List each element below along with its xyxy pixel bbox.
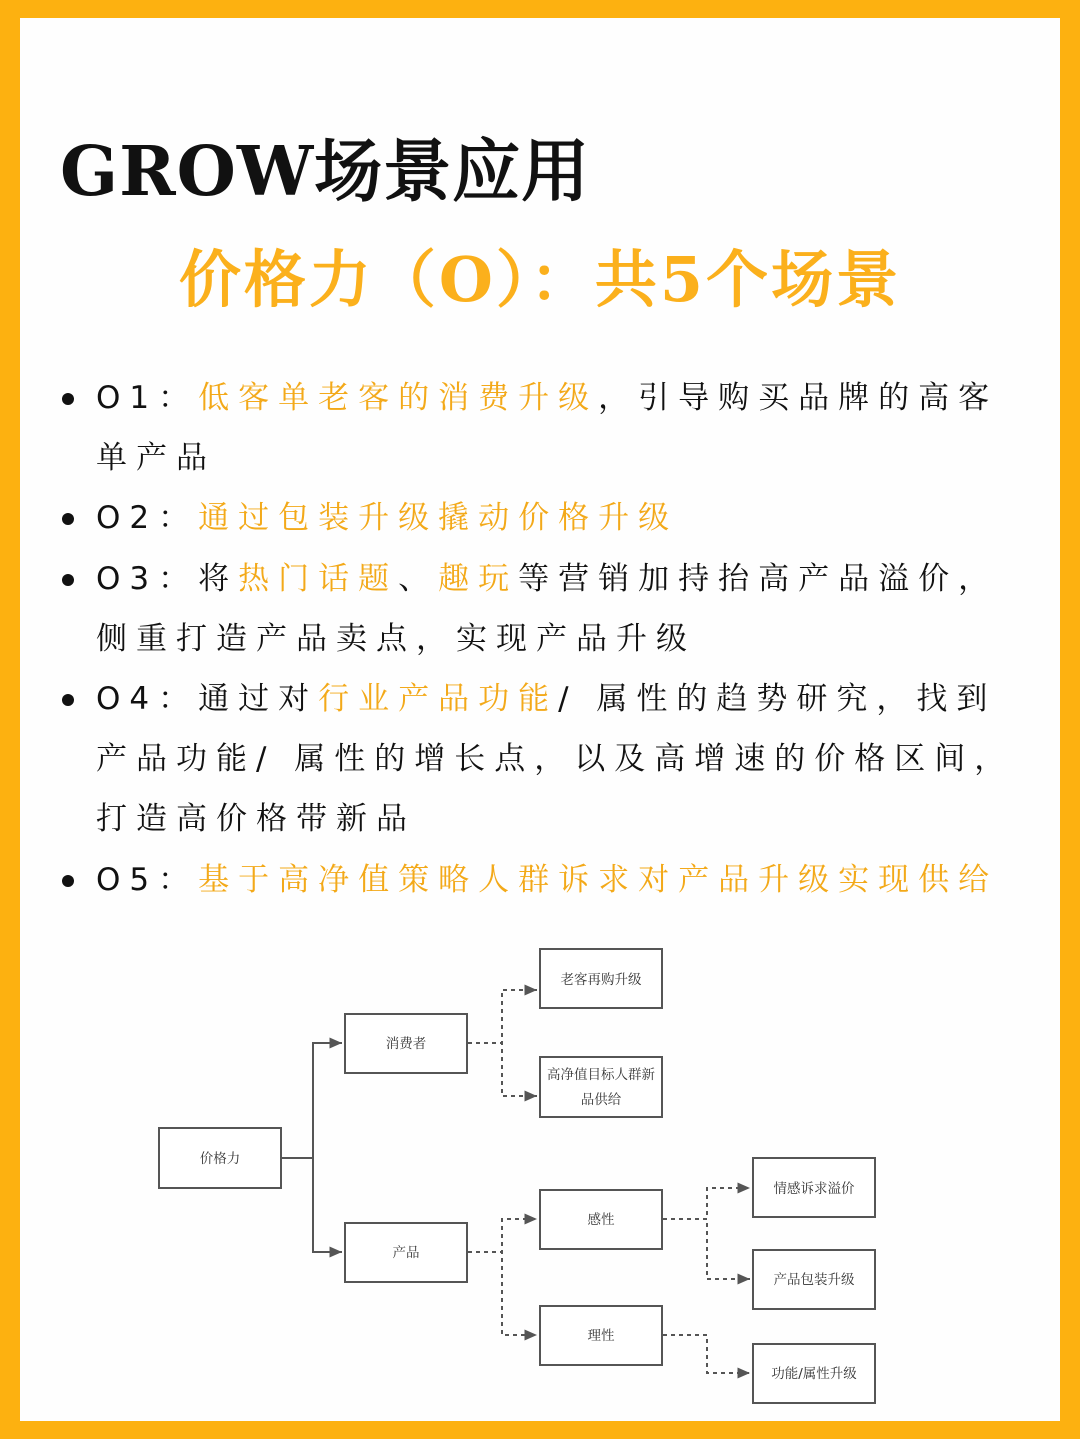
edge-product-rational bbox=[468, 1252, 537, 1335]
edge-rational-function bbox=[663, 1335, 750, 1373]
node-root bbox=[159, 1128, 281, 1188]
svg-text:高净值目标人群新: 高净值目标人群新 bbox=[547, 1067, 655, 1083]
node-high-net-worth bbox=[540, 1057, 662, 1117]
svg-text:感性: 感性 bbox=[587, 1212, 615, 1228]
svg-text:情感诉求溢价: 情感诉求溢价 bbox=[773, 1181, 855, 1197]
page-title: GROW场景应用 bbox=[60, 132, 591, 212]
highlight-text: 低客单老客的消费升级 bbox=[198, 380, 599, 416]
item-text: ，引导购买品牌的高客单产品 bbox=[96, 380, 999, 477]
svg-text:消费者: 消费者 bbox=[385, 1036, 427, 1052]
edge-root-consumer bbox=[282, 1043, 342, 1158]
node-emotional-premium bbox=[753, 1158, 875, 1217]
page-subtitle: 价格力（O）：共5个场景 bbox=[178, 243, 902, 316]
highlight-text: 趣玩 bbox=[438, 560, 519, 597]
node-rational bbox=[540, 1306, 662, 1365]
item-text: O5： bbox=[96, 861, 199, 898]
svg-text:产品包装升级: 产品包装升级 bbox=[773, 1272, 855, 1288]
item-text: 等营销加持抬高产品溢价，侧重打造产品卖点，实现产品升级 bbox=[96, 560, 999, 657]
highlight-text: 基于高净值策略人群诉求对产品升级实现供给 bbox=[198, 861, 999, 898]
item-text: O1： bbox=[96, 380, 199, 416]
edge-emotional-packaging bbox=[663, 1219, 750, 1279]
node-emotional bbox=[540, 1190, 662, 1249]
content-card bbox=[20, 18, 1060, 1421]
highlight-text: 热门话题 bbox=[238, 560, 399, 597]
node-consumer bbox=[345, 1014, 467, 1073]
svg-text:价格力: 价格力 bbox=[199, 1151, 241, 1167]
svg-text:功能/属性升级: 功能/属性升级 bbox=[771, 1366, 857, 1382]
edge-emotional-premium bbox=[663, 1188, 750, 1219]
mind-map-diagram bbox=[20, 18, 1060, 1421]
node-old-customer bbox=[540, 949, 662, 1008]
item-text: O2： bbox=[96, 500, 199, 537]
edge-product-emotional bbox=[468, 1219, 537, 1252]
svg-text:产品: 产品 bbox=[392, 1245, 420, 1261]
highlight-text: 通过包装升级撬动价格升级 bbox=[198, 500, 679, 537]
node-product bbox=[345, 1223, 467, 1282]
item-text: O3：将 bbox=[96, 560, 239, 597]
edge-consumer-oldcustomer bbox=[468, 990, 537, 1043]
svg-text:品供给: 品供给 bbox=[580, 1092, 622, 1108]
node-packaging-upgrade bbox=[753, 1250, 875, 1309]
highlight-text: 行业产品功能 bbox=[318, 681, 559, 718]
node-function-upgrade bbox=[753, 1344, 875, 1403]
item-text: 、 bbox=[398, 560, 439, 597]
edge-root-product bbox=[282, 1158, 342, 1252]
svg-text:老客再购升级: 老客再购升级 bbox=[560, 972, 642, 988]
item-text: O4：通过对 bbox=[96, 681, 319, 718]
edge-consumer-highnet bbox=[468, 1043, 537, 1096]
item-text: / 属性的趋势研究，找到产品功能/ 属性的增长点，以及高增速的价格区间，打造高价格带新品 bbox=[96, 681, 1015, 838]
svg-text:理性: 理性 bbox=[587, 1328, 615, 1344]
